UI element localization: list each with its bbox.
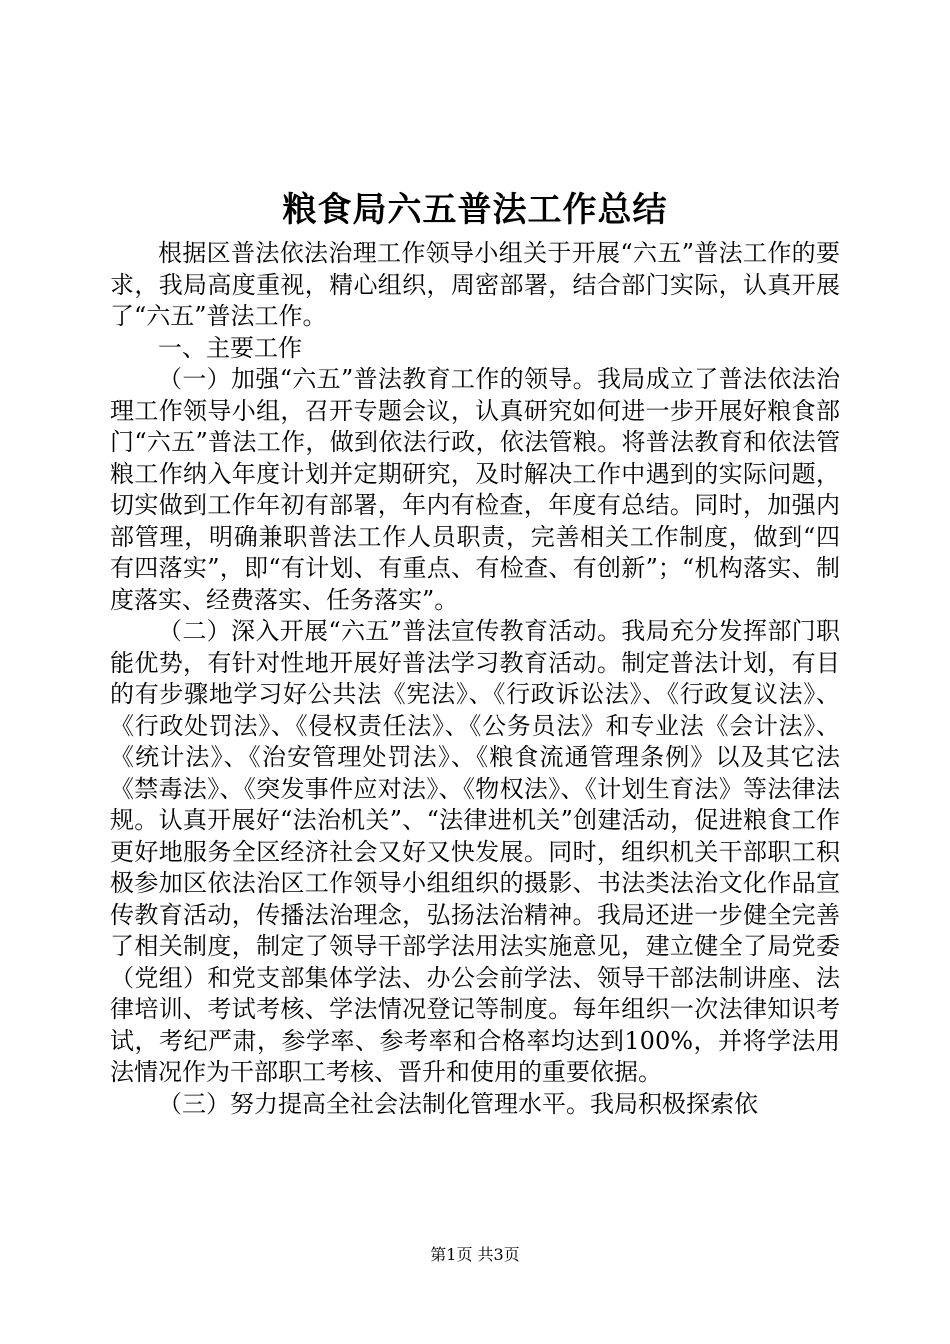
document-body	[110, 238, 840, 1120]
page-title: 粮食局六五普法工作总结	[282, 190, 668, 230]
page-footer: 第1页 共3页	[430, 1245, 520, 1264]
paragraph-item-1: （一）加强“六五”普法教育工作的领导。我局成立了普法依法治理工作领导小组，召开专题会议，认真研究如何进一步开展好粮食部门“六五”普法工作，做到依法行政，依法管粮。将普法教育和依法管粮工作纳入年度计划并定期研究，及时解决工作中遇到的实际问题，切实做到工作年初有部署，年内有检查，年度有总结。同时，加强内部管理，明确兼职普法工作人员职责，完善相关工作制度，做到“四有四落实”，即“有计划、有重点、有检查、有创新”；“机构落实、制度落实、经费落实、任务落实”。	[110, 365, 840, 614]
paragraph-item-3: （三）努力提高全社会法制化管理水平。我局积极探索依	[158, 1089, 758, 1118]
paragraph-intro: 根据区普法依法治理工作领导小组关于开展“六五”普法工作的要求，我局高度重视，精心组织，周密部署，结合部门实际，认真开展了“六五”普法工作。	[110, 239, 840, 330]
paragraph-item-2: （二）深入开展“六五”普法宣传教育活动。我局充分发挥部门职能优势，有针对性地开展好普法学习教育活动。制定普法计划，有目的有步骤地学习好公共法《宪法》、《行政诉讼法》、《行政复议法》、《行政处罚法》、《侵权责任法》、《公务员法》和专业法《会计法》、《统计法》、《治安管理处罚法》、《粮食流通管理条例》以及其它法《禁毒法》、《突发事件应对法》、《物权法》、《计划生育法》等法律法规。认真开展好“法治机关”、“法律进机关”创建活动，促进粮食工作更好地服务全区经济社会又好又快发展。同时，组织机关干部职工积极参加区依法治区工作领导小组组织的摄影、书法类法治文化作品宣传教育活动，传播法治理念，弘扬法治精神。我局还进一步健全完善了相关制度，制定了领导干部学法用法实施意见，建立健全了局党委（党组）和党支部集体学法、办公会前学法、领导干部法制讲座、法律培训、考试考核、学法情况登记等制度。每年组织一次法律知识考试，考纪严肃，参学率、参考率和合格率均达到100%，并将学法用法情况作为干部职工考核、晋升和使用的重要依据。	[110, 617, 840, 1086]
section-heading: 一、主要工作	[158, 333, 302, 362]
